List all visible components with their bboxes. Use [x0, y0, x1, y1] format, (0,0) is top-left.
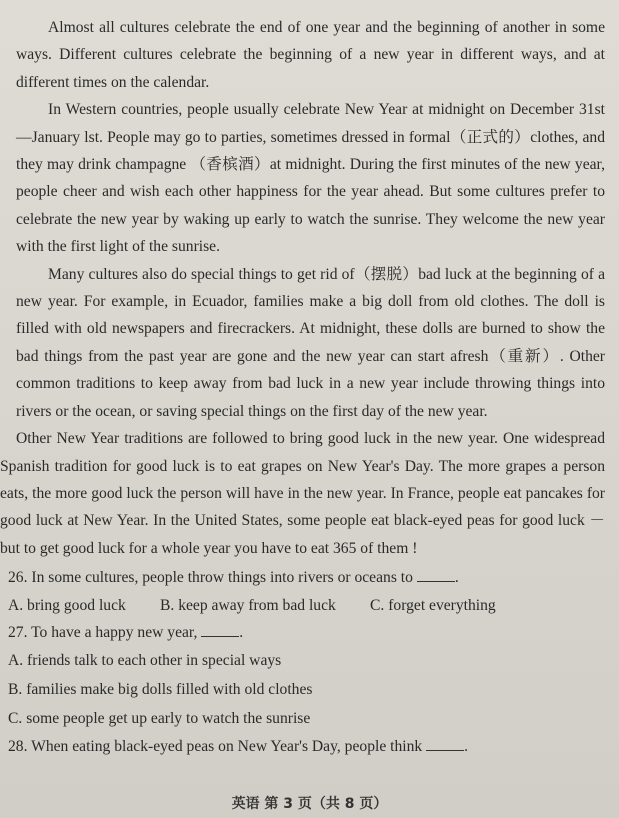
question-28-end: . [464, 738, 469, 756]
question-26 [8, 564, 605, 591]
answer-blank-27[interactable] [201, 622, 239, 637]
paragraph-4: Other New Year traditions are followed to bring good luck in the new year. One widespread Spanish tradition for good luck is to eat grapes on New Year's Day. The more grapes a person eats, the more good luck the person will have in the new year. In France, people eat pancakes for good luck at New Year. In the United States, some people eat black-eyed peas for good luck － but to get good luck for a whole year you have to eat 365 of them ! [0, 430, 605, 557]
paragraph-3: Many cultures also do special things to get rid of（摆脱）bad luck at the beginning of a new year. For example, in Ecuador, families make a big doll from old clothes. The doll is filled with old newspapers and firecrackers. At midnight, these dolls are burned to show the bad things from the past year are gone and the new year can start afresh（重新）. Other common traditions to keep away from bad luck in a new year include throwing things into rivers or the ocean, or saving special things on the first day of the new year. [16, 265, 605, 420]
question-26-stem: 26. In some cultures, people throw things into rivers or oceans to [8, 569, 413, 587]
option-26-b[interactable]: B. keep away from bad luck [160, 596, 336, 614]
question-27-stem: 27. To have a happy new year, [8, 623, 198, 641]
question-27-end: . [239, 623, 244, 641]
answer-blank-28[interactable] [426, 736, 464, 751]
paragraph-2: In Western countries, people usually celebrate New Year at midnight on December 31st—January lst. People may go to parties, sometimes dressed in formal（正式的）clothes, and they may drink champagne （香槟酒）at midnight. During the first minutes of the new year, people cheer and wish each other happiness for the year ahead. But some cultures prefer to celebrate the new year by waking up early to watch the sunrise. They welcome the new year with the first light of the sunrise. [16, 101, 605, 256]
question-26-options [8, 592, 605, 619]
option-26-c[interactable]: C. forget everything [370, 596, 496, 614]
reading-passage [0, 14, 605, 562]
option-27-b[interactable]: B. families make big dolls filled with old clothes [8, 681, 313, 699]
question-28 [8, 733, 605, 760]
question-28-stem: 28. When eating black-eyed peas on New Year's Day, people think [8, 738, 423, 756]
option-26-a[interactable]: A. bring good luck [8, 596, 126, 614]
paragraph-1: Almost all cultures celebrate the end of one year and the beginning of another in some ways. Different cultures celebrate the beginning of a new year in different ways, and at different times on the calendar. [16, 19, 605, 91]
page-footer: 英语 第 3 页（共 8 页） [231, 796, 388, 812]
question-27 [8, 619, 605, 646]
questions [8, 564, 605, 761]
option-27-a[interactable]: A. friends talk to each other in special ways [8, 652, 282, 670]
question-26-end: . [454, 569, 459, 587]
answer-blank-26[interactable] [417, 567, 455, 582]
option-27-c[interactable]: C. some people get up early to watch the sunrise [8, 710, 311, 728]
